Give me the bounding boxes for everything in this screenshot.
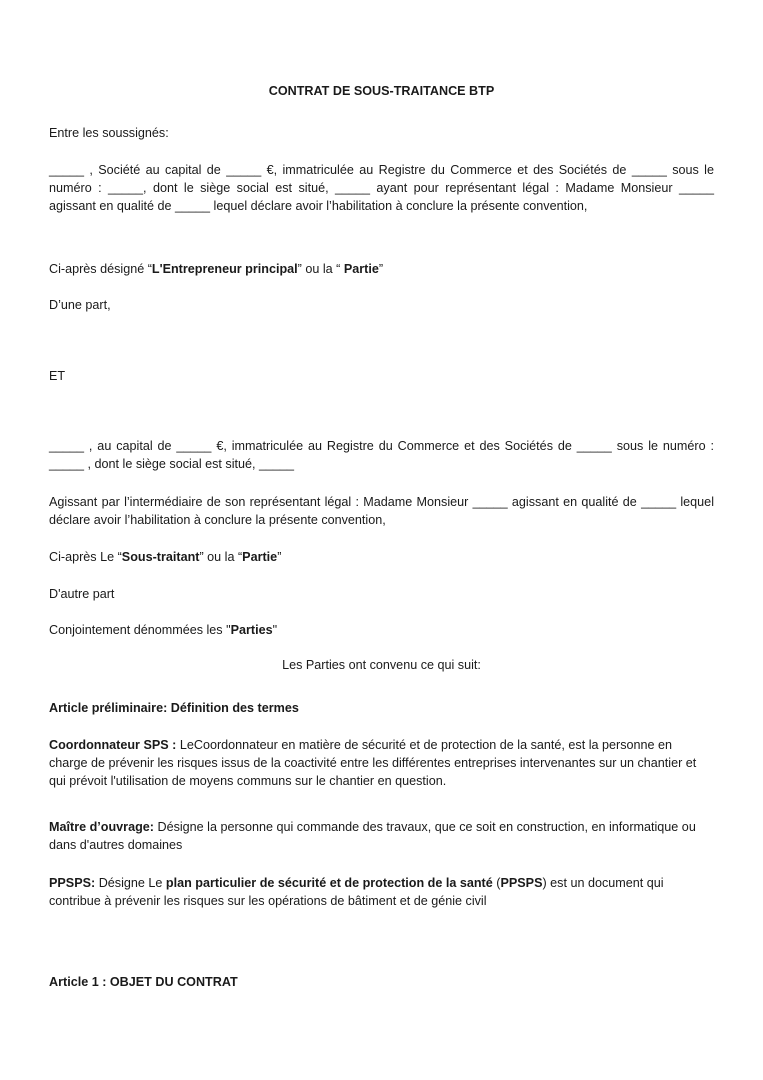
party2-designation: Ci-après Le “Sous-traitant” ou la “Partie” — [49, 550, 282, 564]
et-label: ET — [49, 369, 66, 383]
party2-paragraph: _____ , au capital de _____ €, immatriculée au Registre du Commerce et des Sociétés de _____ sous le numéro : _____ , dont le siège social est situé, _____ — [49, 439, 714, 471]
definition-text: Désigne la personne qui commande des travaux, que ce soit en construction, en informatique ou dans d'autres domaines — [49, 820, 696, 852]
definition-term: Coordonnateur SPS : — [49, 738, 177, 752]
definition-term: Maître d’ouvrage: — [49, 820, 154, 834]
agreed-statement: Les Parties ont convenu ce qui suit: — [282, 658, 481, 672]
document-title: CONTRAT DE SOUS-TRAITANCE BTP — [268, 84, 495, 98]
party1-part-label: D’une part, — [49, 298, 111, 312]
definition-coordonnateur — [49, 736, 714, 790]
article1-heading: Article 1 : OBJET DU CONTRAT — [49, 975, 238, 989]
party2-part-label: D'autre part — [49, 587, 115, 601]
designation-term-partie: Partie — [242, 550, 278, 564]
party2-representative: Agissant par l’intermédiaire de son représentant légal : Madame Monsieur _____ agissant en qualité de _____ lequel déclare avoir l’habilitation à conclure la présente convention, — [49, 495, 714, 527]
designation-term-parties: Parties — [230, 623, 273, 637]
designation-term-entrepreneur: L'Entrepreneur principal — [151, 262, 298, 276]
party1-designation: Ci-après désigné “L'Entrepreneur principal” ou la “ Partie” — [49, 262, 384, 276]
definition-text: LeCoordonnateur en matière de sécurité et de protection de la santé, est la personne en charge de prévenir les risques issus de la coactivité entre les différentes entreprises intervenantes sur un chantier et qui prévoit l'utilisation de moyens communs sur le chantier en question. — [49, 738, 697, 788]
definition-term: PPSPS: — [49, 876, 96, 890]
designation-term-partie: Partie — [343, 262, 379, 276]
definition-maitre-ouvrage — [49, 818, 714, 854]
preliminary-heading: Article préliminaire: Définition des termes — [49, 701, 299, 715]
joint-designation: Conjointement dénommées les "Parties" — [49, 623, 278, 637]
intro-text: Entre les soussignés: — [49, 126, 169, 140]
party1-paragraph: _____ , Société au capital de _____ €, immatriculée au Registre du Commerce et des Sociétés de _____ sous le numéro : _____, dont le siège social est situé, _____ ayant pour représentant légal : Madame Monsieur _____ agissant en qualité de _____ lequel déclare avoir l’habilitation à conclure la présente convention, — [49, 163, 714, 213]
designation-term-sous-traitant: Sous-traitant — [121, 550, 200, 564]
definition-ppsps: PPSPS: Désigne Le plan particulier de sécurité et de protection de la santé (PPSPS) est un document qui contribue à prévenir les risques sur les opérations de bâtiment et de génie civil — [49, 876, 664, 908]
